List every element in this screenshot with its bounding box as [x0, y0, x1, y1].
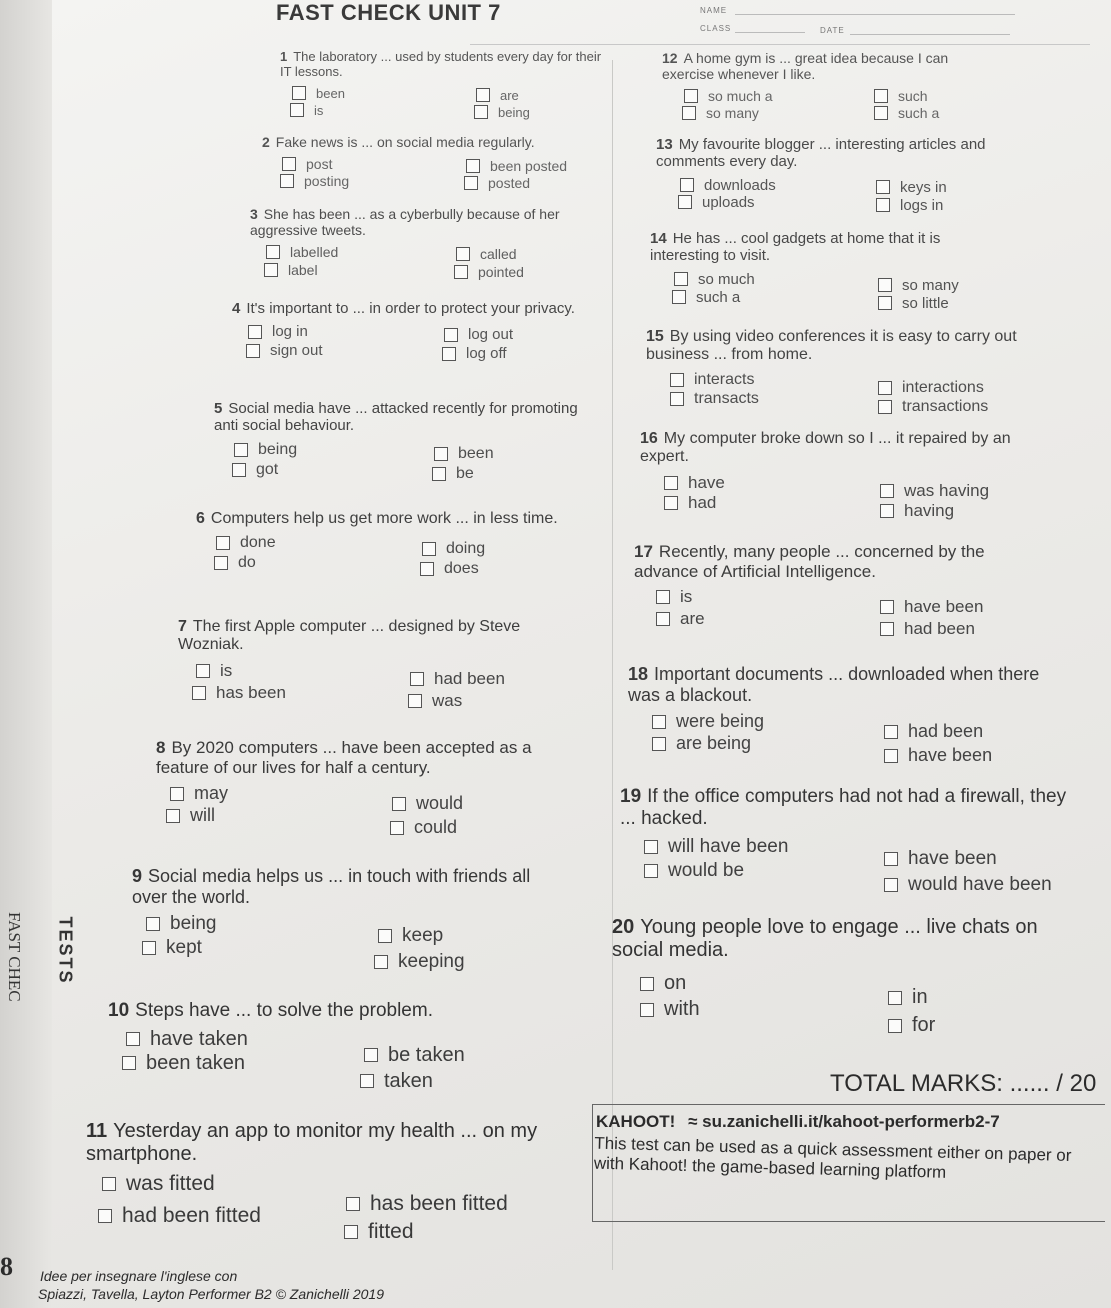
- question-6: 6 Computers help us get more work ... in less time. done do doing does: [196, 510, 558, 578]
- checkbox[interactable]: [360, 1074, 374, 1088]
- option[interactable]: is: [196, 661, 232, 681]
- option[interactable]: on: [640, 972, 686, 995]
- checkbox[interactable]: [390, 821, 404, 835]
- option[interactable]: have been: [880, 597, 983, 617]
- question-7: 7 The first Apple computer ... designed by Steve Wozniak. is has been had been was: [178, 618, 521, 710]
- checkbox[interactable]: [878, 381, 892, 395]
- option[interactable]: being: [146, 913, 217, 935]
- checkbox[interactable]: [292, 86, 306, 100]
- checkbox[interactable]: [364, 1048, 378, 1062]
- option[interactable]: log out: [444, 326, 513, 343]
- checkbox[interactable]: [678, 195, 692, 209]
- checkbox[interactable]: [672, 290, 686, 304]
- page-number: 8: [0, 1252, 13, 1281]
- checkbox[interactable]: [640, 977, 654, 991]
- checkbox[interactable]: [880, 484, 894, 498]
- option[interactable]: had been: [884, 721, 983, 742]
- checkbox[interactable]: [884, 725, 898, 739]
- checkbox[interactable]: [444, 328, 458, 342]
- option[interactable]: have been: [884, 848, 997, 870]
- option[interactable]: so many: [682, 105, 759, 121]
- option[interactable]: got: [232, 461, 278, 479]
- checkbox[interactable]: [878, 400, 892, 414]
- option[interactable]: interacts: [670, 371, 754, 389]
- option[interactable]: had been: [880, 619, 975, 639]
- checkbox[interactable]: [232, 463, 246, 477]
- option[interactable]: sign out: [246, 342, 323, 359]
- option[interactable]: posted: [464, 175, 530, 191]
- option[interactable]: so little: [878, 295, 949, 312]
- checkbox[interactable]: [196, 664, 210, 678]
- option[interactable]: labelled: [266, 244, 338, 260]
- checkbox[interactable]: [640, 1003, 654, 1017]
- option[interactable]: are: [476, 88, 519, 103]
- checkbox[interactable]: [214, 556, 228, 570]
- checkbox[interactable]: [346, 1197, 360, 1211]
- date-line: [850, 34, 1010, 35]
- checkbox[interactable]: [434, 447, 448, 461]
- checkbox[interactable]: [880, 600, 894, 614]
- name-line: [735, 14, 1015, 15]
- checkbox[interactable]: [454, 265, 468, 279]
- option[interactable]: does: [420, 560, 479, 578]
- question-2: 2 Fake news is ... on social media regularly. post posting been posted posted: [262, 134, 568, 192]
- tests-tab: TESTS: [55, 915, 76, 985]
- checkbox[interactable]: [474, 105, 488, 119]
- option[interactable]: was: [408, 691, 462, 711]
- checkbox[interactable]: [344, 1225, 358, 1239]
- option[interactable]: downloads: [680, 177, 776, 194]
- checkbox[interactable]: [884, 852, 898, 866]
- question-8: 8 By 2020 computers ... have been accepted as a feature of our lives for half a century. may will would could: [156, 738, 532, 838]
- option[interactable]: is: [656, 587, 692, 607]
- option[interactable]: having: [880, 501, 954, 521]
- option[interactable]: been: [292, 86, 345, 101]
- binding-edge: [0, 0, 52, 1308]
- checkbox[interactable]: [432, 467, 446, 481]
- checkbox[interactable]: [98, 1209, 112, 1223]
- total-marks: TOTAL MARKS: ...... / 20: [830, 1070, 1097, 1097]
- option[interactable]: fitted: [344, 1220, 414, 1244]
- checkbox[interactable]: [876, 180, 890, 194]
- option[interactable]: interactions: [878, 379, 984, 397]
- checkbox[interactable]: [126, 1032, 140, 1046]
- checkbox[interactable]: [280, 174, 294, 188]
- class-line: [735, 32, 805, 33]
- checkbox[interactable]: [170, 787, 184, 801]
- kahoot-header: [596, 1112, 1000, 1132]
- checkbox[interactable]: [476, 88, 490, 102]
- option[interactable]: being: [474, 105, 530, 120]
- checkbox[interactable]: [888, 991, 902, 1005]
- checkbox[interactable]: [466, 159, 480, 173]
- checkbox[interactable]: [102, 1177, 116, 1191]
- checkbox[interactable]: [670, 373, 684, 387]
- checkbox[interactable]: [644, 864, 658, 878]
- checkbox[interactable]: [410, 672, 424, 686]
- checkbox[interactable]: [684, 89, 698, 103]
- option[interactable]: will: [166, 805, 215, 826]
- checkbox[interactable]: [442, 347, 456, 361]
- checkbox[interactable]: [656, 590, 670, 604]
- option[interactable]: would have been: [884, 874, 1052, 896]
- checkbox[interactable]: [422, 542, 436, 556]
- option[interactable]: be taken: [364, 1044, 465, 1067]
- checkbox[interactable]: [248, 325, 262, 339]
- option[interactable]: in: [888, 986, 928, 1009]
- option[interactable]: with: [640, 998, 700, 1021]
- option[interactable]: pointed: [454, 264, 524, 280]
- checkbox[interactable]: [880, 504, 894, 518]
- option[interactable]: be: [432, 465, 474, 483]
- option[interactable]: is: [290, 103, 323, 118]
- checkbox[interactable]: [888, 1019, 902, 1033]
- option[interactable]: been: [434, 445, 494, 463]
- checkbox[interactable]: [664, 496, 678, 510]
- option[interactable]: done: [216, 534, 276, 552]
- checkbox[interactable]: [878, 296, 892, 310]
- checkbox[interactable]: [876, 198, 890, 212]
- date-label: DATE: [820, 26, 845, 35]
- option[interactable]: being: [234, 441, 297, 459]
- option[interactable]: transactions: [878, 398, 988, 416]
- checkbox[interactable]: [682, 106, 696, 120]
- checkbox[interactable]: [680, 178, 694, 192]
- option[interactable]: are: [656, 609, 705, 629]
- option[interactable]: been taken: [122, 1052, 245, 1075]
- checkbox[interactable]: [392, 797, 406, 811]
- checkbox[interactable]: [166, 809, 180, 823]
- question-15: 15 By using video conferences it is easy to carry out business ... from home. interacts transacts interactions transactions: [646, 328, 1017, 415]
- checkbox[interactable]: [290, 103, 304, 117]
- option[interactable]: are being: [652, 733, 751, 754]
- option[interactable]: keys in: [876, 179, 947, 196]
- option[interactable]: have: [664, 473, 725, 493]
- question-14: 14 He has ... cool gadgets at home that it is interesting to visit. so much such a so many so little: [650, 230, 959, 312]
- question-3: 3 She has been ... as a cyberbully because of her aggressive tweets. labelled label called pointed: [250, 206, 560, 281]
- checkbox[interactable]: [464, 176, 478, 190]
- option[interactable]: have been: [884, 745, 992, 766]
- wifi-icon: ≈: [688, 1112, 698, 1131]
- checkbox[interactable]: [378, 929, 392, 943]
- kahoot-brand: KAHOOT!: [596, 1112, 676, 1131]
- footer-line-2: Spiazzi, Tavella, Layton Performer B2 © Zanichelli 2019: [38, 1286, 384, 1302]
- checkbox[interactable]: [122, 1056, 136, 1070]
- option[interactable]: posting: [280, 173, 349, 189]
- question-16: 16 My computer broke down so I ... it repaired by an expert. have had was having having: [640, 430, 1011, 520]
- checkbox[interactable]: [670, 392, 684, 406]
- checkbox[interactable]: [146, 917, 160, 931]
- checkbox[interactable]: [652, 715, 666, 729]
- header-rule: [470, 44, 1090, 45]
- question-11: 11 Yesterday an app to monitor my health ... on my smartphone. was fitted had been fitted has been fitted fitted: [86, 1120, 538, 1243]
- checkbox[interactable]: [674, 272, 688, 286]
- option[interactable]: such: [874, 88, 928, 104]
- kahoot-url[interactable]: su.zanichelli.it/kahoot-performerb2-7: [702, 1112, 1000, 1131]
- checkbox[interactable]: [266, 245, 280, 259]
- question-text: The laboratory ... used by students every day for their IT lessons.: [280, 49, 602, 79]
- option[interactable]: keep: [378, 925, 443, 947]
- checkbox[interactable]: [884, 749, 898, 763]
- option[interactable]: may: [170, 783, 228, 804]
- option[interactable]: transacts: [670, 390, 759, 408]
- option[interactable]: was fitted: [102, 1172, 215, 1196]
- checkbox[interactable]: [142, 941, 156, 955]
- question-4: 4 It's important to ... in order to protect your privacy. log in sign out log out log off: [232, 300, 575, 363]
- option[interactable]: for: [888, 1014, 935, 1037]
- checkbox[interactable]: [420, 562, 434, 576]
- option[interactable]: uploads: [678, 194, 755, 211]
- checkbox[interactable]: [408, 694, 422, 708]
- footer-line-1: Idee per insegnare l'inglese con: [40, 1268, 238, 1284]
- option[interactable]: kept: [142, 937, 202, 959]
- question-9: 9 Social media helps us ... in touch with friends all over the world. being kept keep keeping: [132, 866, 531, 973]
- checkbox[interactable]: [282, 157, 296, 171]
- checkbox[interactable]: [644, 840, 658, 854]
- checkbox[interactable]: [652, 737, 666, 751]
- question-17: 17 Recently, many people ... concerned by the advance of Artificial Intelligence. is are have been had been: [634, 542, 985, 639]
- option[interactable]: log off: [442, 345, 507, 362]
- option[interactable]: has been fitted: [346, 1192, 508, 1216]
- checkbox[interactable]: [374, 955, 388, 969]
- option[interactable]: had been fitted: [98, 1204, 261, 1228]
- option[interactable]: so many: [878, 277, 959, 294]
- name-label: NAME: [700, 6, 728, 15]
- option[interactable]: taken: [360, 1070, 433, 1093]
- option[interactable]: such a: [874, 105, 939, 121]
- option[interactable]: had: [664, 493, 716, 513]
- checkbox[interactable]: [664, 476, 678, 490]
- checkbox[interactable]: [878, 278, 892, 292]
- fast-check-side-label: FAST CHEC: [5, 912, 24, 1002]
- checkbox[interactable]: [234, 443, 248, 457]
- checkbox[interactable]: [456, 247, 470, 261]
- option[interactable]: was having: [880, 481, 989, 501]
- checkbox[interactable]: [192, 686, 206, 700]
- question-19: 19 If the office computers had not had a firewall, they ... hacked. will have been would be have been would have been: [620, 786, 1067, 895]
- option[interactable]: will have been: [644, 836, 788, 858]
- checkbox[interactable]: [246, 344, 260, 358]
- question-5: 5 Social media have ... attacked recently for promoting anti social behaviour. being got been be: [214, 400, 578, 482]
- option[interactable]: label: [264, 262, 318, 278]
- class-label: CLASS: [700, 24, 732, 33]
- question-10: 10 Steps have ... to solve the problem. have taken been taken be taken taken: [108, 1000, 465, 1092]
- option[interactable]: so much a: [684, 88, 773, 104]
- option[interactable]: doing: [422, 540, 485, 558]
- option[interactable]: were being: [652, 711, 764, 732]
- question-1: [280, 50, 610, 120]
- option[interactable]: logs in: [876, 197, 943, 214]
- checkbox[interactable]: [874, 106, 888, 120]
- option[interactable]: has been: [192, 683, 286, 703]
- option[interactable]: been posted: [466, 158, 567, 174]
- option[interactable]: post: [282, 156, 332, 172]
- option[interactable]: so much: [674, 271, 755, 288]
- checkbox[interactable]: [880, 622, 894, 636]
- option[interactable]: would: [392, 793, 463, 814]
- option[interactable]: such a: [672, 289, 740, 306]
- checkbox[interactable]: [884, 878, 898, 892]
- option[interactable]: keeping: [374, 951, 465, 973]
- option[interactable]: have taken: [126, 1028, 248, 1051]
- question-20: 20 Young people love to engage ... live chats on social media. on with in for: [612, 916, 1038, 1036]
- option[interactable]: called: [456, 246, 517, 262]
- page-title: FAST CHECK UNIT 7: [276, 0, 501, 25]
- kahoot-description: This test can be used as a quick assessment either on paper or with Kahoot! the game-based learning platform: [593, 1133, 1072, 1183]
- checkbox[interactable]: [656, 612, 670, 626]
- option[interactable]: could: [390, 817, 457, 838]
- option[interactable]: would be: [644, 860, 744, 882]
- checkbox[interactable]: [216, 536, 230, 550]
- question-18: 18 Important documents ... downloaded when there was a blackout. were being are being had been have been: [628, 664, 1040, 766]
- question-number: 1: [280, 49, 288, 64]
- option[interactable]: log in: [248, 323, 308, 340]
- option[interactable]: had been: [410, 669, 505, 689]
- checkbox[interactable]: [264, 263, 278, 277]
- checkbox[interactable]: [874, 89, 888, 103]
- question-13: 13 My favourite blogger ... interesting articles and comments every day. downloads uploads keys in logs in: [656, 136, 986, 214]
- option[interactable]: do: [214, 554, 256, 572]
- question-12: 12 A home gym is ... great idea because I can exercise whenever I like. so much a so many such such a: [662, 50, 949, 122]
